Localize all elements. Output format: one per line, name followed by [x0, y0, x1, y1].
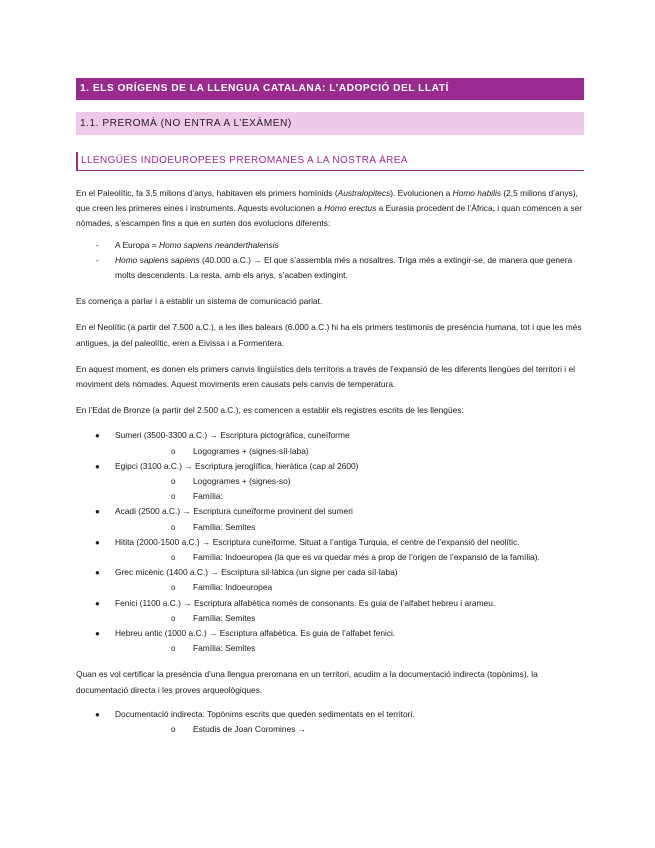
paragraph-bronze-age: En l’Edat de Bronze (a partir del 2.500 a.C.), es comencen a establir els registres escrits de les llengües: [76, 405, 464, 416]
list-item: ● Grec micènic (1400 a.C.) → Escriptura sil·làbica (un signe per cada síl·laba) o Família: Indoeuropea [76, 565, 584, 595]
list-item: ● Fenici (1100 a.C.) → Escriptura alfabètica només de consonants. Es guia de l’alfabet hebreu i arameu. o Família: Semites [76, 596, 584, 626]
heading-2: 1.1. PREROMÀ (NO ENTRA A L’EXÀMEN) [76, 112, 584, 135]
dash-list [76, 238, 584, 284]
list-item: ● Egipci (3100 a.C.) → Escriptura jeroglífica, hieràtica (cap al 2600) o Logogrames + (signes-so) o Família: [76, 459, 584, 505]
heading-1: 1. ELS ORÍGENS DE LA LLENGUA CATALANA: L’ADOPCIÓ DEL LLATÍ [76, 78, 584, 100]
sub-list-item: o Estudis de Joan Coromines → [171, 724, 307, 735]
list-item: ● Hitita (2000-1500 a.C.) → Escriptura cuneïforme. Situat a l’antiga Turquia, el centre de l’expansió del neolític. o Família: Indoeuropea (la que es va quedar més a prop de l’origen de l’expansió de la família). [76, 535, 584, 565]
list-item: ● Hebreu antic (1000 a.C.) → Escriptura alfabètica. Es guia de l’alfabet fenici. o Família: Semites [76, 626, 584, 656]
sub-list-item: o Família: Indoeuropea [171, 582, 273, 593]
list-item: - Homo sapiens sapiens (40.000 a.C.) → El que s’assembla més a nosaltres. Triga més a extingir-se, de manera que genera molts descendents. La resta, amb els anys, s’acaben extingint. [96, 254, 573, 281]
heading-3: LLENGÜES INDOEUROPEES PREROMANES A LA NOSTRA ÀREA [76, 152, 584, 171]
sub-list-item: o Família: Semites [171, 643, 256, 654]
documentation-list [76, 707, 584, 737]
paragraph-changes: En aquest moment, es donen els primers canvis lingüístics dels territoris a través de l’expansió de les diferents llengües del territori i el moviment dels nòmades. Aquest moviments eren causats pels canvis de temperatura. [76, 363, 576, 390]
sub-list-item: o Família: [171, 491, 223, 502]
sub-list-item: o Logogrames + (signes-síl·laba) [171, 445, 309, 456]
list-item: ● Sumeri (3500-3300 a.C.) → Escriptura pictogràfica, cuneïforme o Logogrames + (signes-síl·laba) [76, 428, 584, 458]
paragraph-speech: Es comença a parlar i a establir un sistema de comunicació parlat. [76, 296, 323, 307]
scripts-list [76, 428, 584, 656]
paragraph-documentation: Quan es vol certificar la presència d’una llengua preromana en un territori, acudim a la documentació indirecta (topònims), la documentació directa i les proves arqueològiques. [76, 669, 538, 695]
paragraph-neolithic: En el Neolític (a partir del 7.500 a.C.), a les illes balears (6.000 a.C.) hi ha els primers testimonis de presència humana, tot i que les més antigues, ja del paleolític, eren a Eivissa i a Formentera. [76, 322, 582, 348]
sub-list-item: o Família: Semites [171, 612, 256, 623]
paragraph-paleolithic: En el Paleolític, fa 3,5 milions d’anys, habitaven els primers homínids (Australopitecs). Evolucionen a Homo habilis (2,5 milions d’anys), que creen les primeres eines i instruments. Aquests evolucionen a Homo erectus a Eurasia procedent de l’Àfrica, i quan comencen a ser nòmades, s’escampen fins a que en surten dos evolucions diferents: [76, 188, 583, 229]
sub-list-item: o Logogrames + (signes-so) [171, 476, 291, 487]
document-page [76, 78, 584, 737]
list-item: - A Europa = Homo sapiens neanderthalensis [96, 239, 279, 250]
sub-list-item: o Família: Indoeuropea (la que es va quedar més a prop de l’origen de l’expansió de la família). [171, 552, 540, 563]
list-item: ● Acadi (2500 a.C.) → Escriptura cuneïforme provinent del sumeri o Família: Semites [76, 504, 584, 534]
sub-list-item: o Família: Semites [171, 521, 256, 532]
list-item: ● Documentació indirecta: Topònims escrits que queden sedimentats en el territori. o Estudis de Joan Coromines → [76, 707, 584, 737]
